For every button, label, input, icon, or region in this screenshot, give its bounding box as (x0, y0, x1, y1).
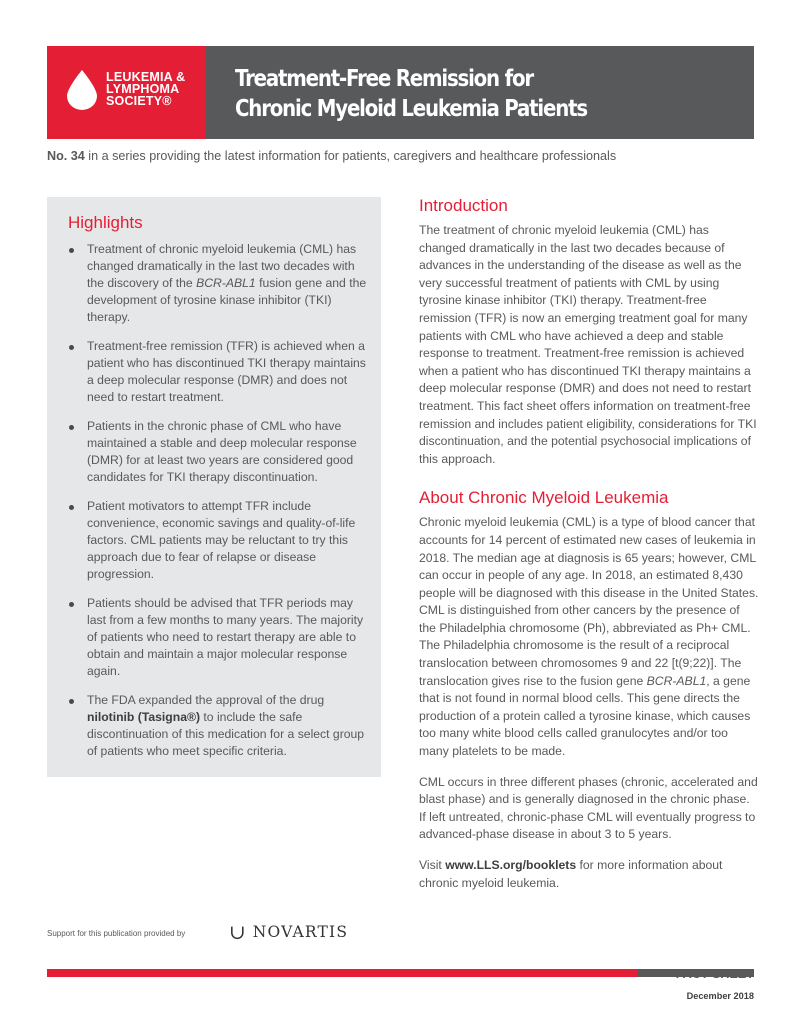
highlight-item: Patients in the chronic phase of CML who have maintained a stable and deep molecular response (DMR) for at least two years are considered good candidates for TKI therapy discontinuation. (68, 418, 368, 486)
highlight-item: Patient motivators to attempt TFR include convenience, economic savings and quality-of-life factors. CML patients may be reluctant to try this approach due to fear of relapse or disease progression. (68, 498, 368, 583)
title-line-1: Treatment-Free Remission for (235, 66, 533, 92)
drug-name: nilotinib (Tasigna®) (87, 710, 201, 724)
about-cml-paragraph-2: CML occurs in three different phases (chronic, accelerated and blast phase) and is generally diagnosed in the chronic phase. If left untreated, chronic-phase CML will eventually progress to advanced-phase disease in about 3 to 5 years. (419, 774, 758, 842)
paragraph-text: Chronic myeloid leukemia (CML) is a type of blood cancer that accounts for 14 percent of estimated new cases of leukemia in 2018. The median age at diagnosis is 65 years; however, CML can occur in people of any age. In 2018, an estimated 8,430 people will be diagnosed with this disease in the United States. CML is distinguished from other cancers by the presence of the Philadelphia chromosome (Ph), abbreviated as Ph+ CML. The Philadelphia chromosome is the result of a reciprocal translocation between chromosomes 9 and 22 [t(9;22)]. The translocation gives rise to the fusion gene (419, 515, 759, 688)
novartis-logo (229, 920, 348, 944)
gene-name: BCR-ABL1 (646, 673, 707, 688)
highlights-list (68, 241, 368, 772)
highlights-box (47, 197, 381, 777)
blood-drop-icon (67, 70, 97, 110)
gene-name: BCR-ABL1 (196, 276, 256, 290)
highlight-text: fusion gene and the development of tyrosine kinase inhibitor (TKI) therapy. (87, 276, 367, 324)
about-cml-heading: About Chronic Myeloid Leukemia (419, 488, 669, 508)
publication-date: December 2018 (686, 991, 754, 1001)
series-text: in a series providing the latest information for patients, caregivers and healthcare professionals (84, 149, 617, 163)
highlight-item (68, 692, 368, 760)
title-line-2: Chronic Myeloid Leukemia Patients (235, 96, 587, 122)
page-title (235, 64, 587, 124)
logo-line-1: LEUKEMIA & (106, 70, 186, 84)
paragraph-text: for more information about chronic myeloid leukemia. (419, 858, 723, 890)
series-subtitle (47, 149, 616, 163)
footer-rule-red (47, 969, 637, 977)
about-cml-paragraph-1 (419, 514, 759, 760)
novartis-flame-icon: ∪ (229, 920, 246, 944)
introduction-heading: Introduction (419, 196, 508, 215)
fact-sheet-label: FACT SHEET (675, 967, 754, 981)
highlights-heading: Highlights (68, 213, 143, 232)
about-cml-paragraph-3 (419, 857, 759, 892)
highlight-text: Treatment of chronic myeloid leukemia (CML) has changed dramatically in the last two decades with the discovery of the (87, 242, 357, 290)
series-number: No. 34 (47, 149, 85, 163)
support-credit: Support for this publication provided by (47, 929, 186, 938)
introduction-body: The treatment of chronic myeloid leukemia (CML) has changed dramatically in the last two decades because of advances in the understanding of the disease as well as the very successful treatment of patients with CML by using tyrosine kinase inhibitor (TKI) therapy. Treatment-free remission (TFR) is now an emerging treatment goal for many patients with CML who have achieved a deep and stable response to treatment. Treatment-free remission is achieved when a patient who has discontinued TKI therapy maintains a deep molecular response (DMR) and does not need to restart treatment. This fact sheet offers information on treatment-free remission and includes patient eligibility, considerations for TKI discontinuation, and the potential psychosocial implications of this approach. (419, 223, 757, 466)
lls-logo-block (47, 46, 206, 139)
novartis-name: NOVARTIS (252, 923, 349, 941)
highlight-text: to include the safe discontinuation of this medication for a select group of patients who meet specific criteria. (87, 710, 365, 758)
highlight-text: The FDA expanded the approval of the drug (87, 693, 325, 707)
highlight-item (68, 241, 368, 326)
highlight-item: Treatment-free remission (TFR) is achieved when a patient who has discontinued TKI therapy maintains a deep molecular response (DMR) and does not need to restart treatment. (68, 338, 368, 406)
lls-booklets-link[interactable]: www.LLS.org/booklets (445, 858, 577, 872)
paragraph-text: Visit (419, 858, 446, 872)
paragraph-text: , a gene that is not found in normal blood cells. This gene directs the production of a protein called a tyrosine kinase, which causes too many white blood cells called granulocytes and/or too many platelets to be made. (419, 673, 751, 759)
highlight-item: Patients should be advised that TFR periods may last from a few months to many years. The majority of patients who need to restart therapy are able to obtain and maintain a major molecular response again. (68, 595, 368, 680)
title-banner (206, 46, 754, 139)
logo-line-2: LYMPHOMA (106, 82, 180, 96)
logo-line-3: SOCIETY® (106, 94, 172, 108)
main-column (419, 196, 759, 892)
lls-logo-text (106, 71, 185, 107)
